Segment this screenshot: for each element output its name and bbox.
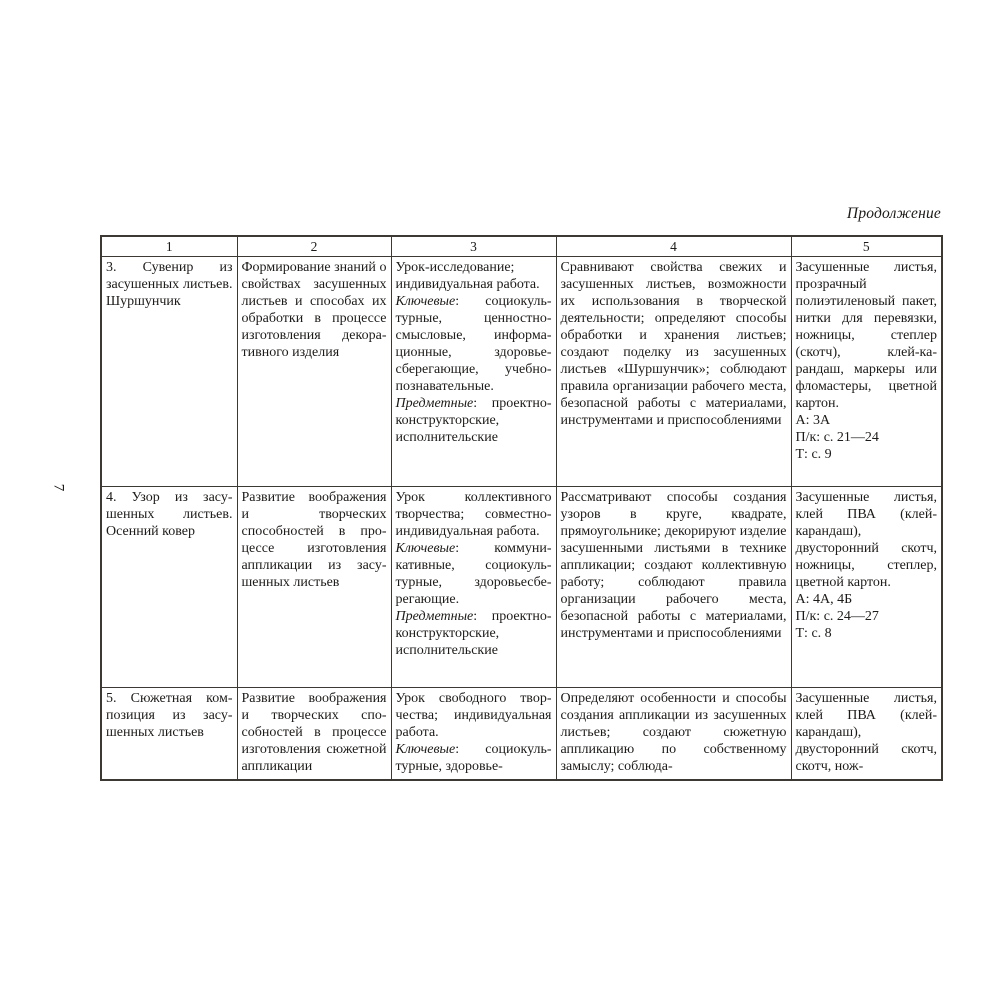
text-run: Засушенные листья, клей ПВА (клей-карандаш), двусторонний скотч, скотч, нож-: [795, 691, 937, 774]
cell-paragraph: [796, 591, 938, 608]
cell-paragraph: [796, 429, 938, 446]
column-header: 4: [556, 236, 791, 257]
table-cell: [791, 487, 942, 688]
cell-paragraph: [106, 259, 233, 310]
table-cell: [791, 688, 942, 781]
text-run: 3. Сувенир из засушенных листьев. Шуршунчик: [106, 260, 233, 309]
table-cell: [391, 487, 556, 688]
text-run: Ключевые: [395, 742, 456, 757]
column-header: 2: [237, 236, 391, 257]
cell-paragraph: [396, 741, 552, 775]
table-cell: [556, 257, 791, 487]
cell-paragraph: [242, 259, 387, 361]
table-cell: [237, 487, 391, 688]
text-run: Урок коллективного творчества; совместно-индивидуальная работа.: [395, 490, 552, 539]
table-cell: [237, 688, 391, 781]
text-run: Т: с. 9: [795, 447, 832, 462]
text-run: Урок свободного творчества; индивидуальная работа.: [395, 691, 552, 740]
table-cell: [101, 688, 237, 781]
text-run: Развитие воображения и творческих способностей в процессе изготовления аппликации из засушенных листьев: [241, 490, 387, 590]
cell-paragraph: [561, 259, 787, 429]
cell-paragraph: [396, 608, 552, 659]
cell-paragraph: [396, 489, 552, 540]
table-row: [101, 257, 942, 487]
table-cell: [237, 257, 391, 487]
cell-paragraph: [106, 690, 233, 741]
text-run: 4. Узор из засушенных листьев. Осенний ковер: [106, 490, 233, 539]
cell-paragraph: [396, 540, 552, 608]
text-run: : проектно-конструкторские, исполнительские: [395, 396, 552, 445]
text-run: П/к: с. 21—24: [795, 430, 879, 445]
text-run: : социокультурные, ценностно-смысловые, информационные, здоровьесберегающие, учебно-познавательные.: [395, 294, 552, 394]
side-page-number: 7: [50, 483, 67, 492]
text-run: Развитие воображения и творческих способностей в процессе изготовления сюжетной аппликации: [241, 691, 387, 774]
table-cell: [556, 487, 791, 688]
text-run: : социокультурные, здоровье-: [395, 742, 552, 774]
table-cell: [391, 257, 556, 487]
table-cell: [101, 487, 237, 688]
column-header: 1: [101, 236, 237, 257]
cell-paragraph: [396, 690, 552, 741]
table-row: [101, 688, 942, 781]
cell-paragraph: [796, 608, 938, 625]
text-run: А: 3А: [795, 413, 831, 428]
cell-paragraph: [106, 489, 233, 540]
text-run: Урок-исследование; индивидуальная работа.: [395, 260, 540, 292]
cell-paragraph: [796, 625, 938, 642]
lesson-plan-table: [100, 235, 943, 781]
text-run: 5. Сюжетная композиция из засушенных листьев: [106, 691, 233, 740]
cell-paragraph: [396, 293, 552, 395]
text-run: Сравнивают свойства свежих и засушенных листьев, возможности их использования в творческой деятельности; определяют способы обработки и хранения листьев; создают поделку из засушенных листьев «Шуршунчик»; соблюдают правила организации рабочего места, безопасной работы с материалами, инструментами и приспособлениями: [560, 260, 787, 428]
text-run: Ключевые: [395, 294, 456, 309]
cell-paragraph: [396, 259, 552, 293]
table-cell: [101, 257, 237, 487]
cell-paragraph: [561, 489, 787, 642]
text-run: П/к: с. 24—27: [795, 609, 879, 624]
text-run: Т: с. 8: [795, 626, 832, 641]
text-run: А: 4А, 4Б: [795, 592, 853, 607]
table-cell: [391, 688, 556, 781]
column-header: 3: [391, 236, 556, 257]
text-run: Предметные: [395, 609, 474, 624]
text-run: Определяют особенности и способы создания аппликации из засушенных листьев; создают сюжетную аппликацию по собственному замыслу; соблюда-: [560, 691, 787, 774]
text-run: Предметные: [395, 396, 474, 411]
table-cell: [556, 688, 791, 781]
text-run: Засушенные листья, клей ПВА (клей-карандаш), двусторонний скотч, ножницы, степлер, цветной картон.: [795, 490, 937, 590]
text-run: Рассматривают способы создания узоров в круге, квадрате, прямоугольнике; декорируют изделие засушенными листьями в технике аппликации; создают коллективную работу; соблюдают правила организации рабочего места, безопасной работы с материалами, инструментами и приспособлениями: [560, 490, 787, 641]
cell-paragraph: [561, 690, 787, 775]
text-run: : проектно-конструкторские, исполнительские: [395, 609, 552, 658]
cell-paragraph: [242, 489, 387, 591]
column-header: 5: [791, 236, 942, 257]
cell-paragraph: [796, 259, 938, 412]
cell-paragraph: [796, 412, 938, 429]
cell-paragraph: [796, 489, 938, 591]
cell-paragraph: [796, 446, 938, 463]
text-run: Формирование знаний о свойствах засушенных листьев и способах их обработки в процессе изготовления декоративного изделия: [241, 260, 387, 360]
text-run: Засушенные листья, прозрачный полиэтиленовый пакет, нитки для перевязки, ножницы, степлер (скотч), клей-карандаш, маркеры или фломастеры, цветной картон.: [795, 260, 937, 411]
table-row: [101, 487, 942, 688]
cell-paragraph: [396, 395, 552, 446]
cell-paragraph: [242, 690, 387, 775]
text-run: : коммуникативные, социокультурные, здоровьесберегающие.: [395, 541, 552, 607]
table-cell: [791, 257, 942, 487]
cell-paragraph: [796, 690, 938, 775]
continuation-label: Продолжение: [846, 205, 941, 222]
column-header-row: [101, 236, 942, 257]
text-run: Ключевые: [395, 541, 456, 556]
